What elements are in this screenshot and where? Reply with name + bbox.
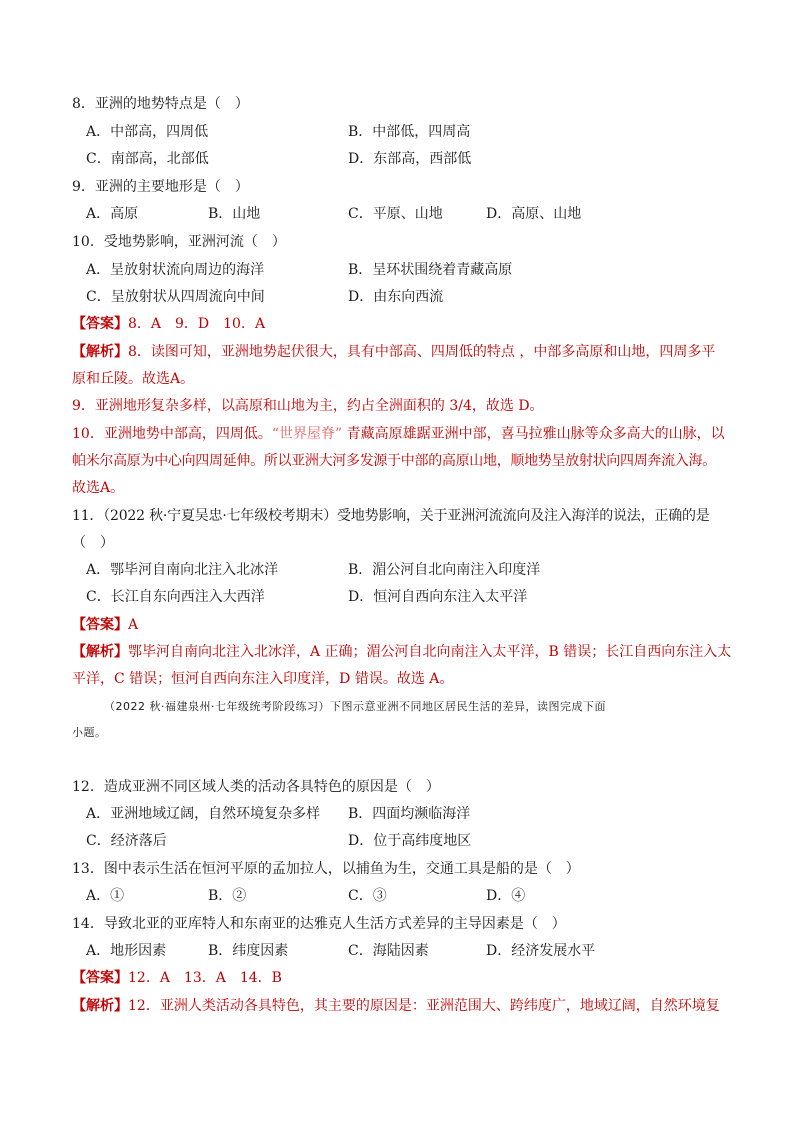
explanation-tag: 【解析】 [72,644,128,660]
q9-option-d: D．高原、山地 [486,206,582,222]
question-13-stem: 13．图中表示生活在恒河平原的孟加拉人，以捕鱼为生，交通工具是船的是（ ） [72,861,580,877]
q11-option-d: D．恒河自西向东注入太平洋 [348,589,528,605]
explanation-3-line-1 [72,996,720,1016]
explanation-text: 8．读图可知，亚洲地势起伏很大，具有中部高、四周低的特点 ，中部多高原和山地，四周多平 [128,344,716,360]
answer-tag: 【答案】 [72,970,128,986]
q9-option-b: B．山地 [208,206,261,222]
q8-option-a: A．中部高，四周低 [86,124,209,140]
explanation-tag: 【解析】 [72,344,128,360]
question-11-stem: 11．（2022 秋·宁夏吴忠·七年级校考期末）受地势影响，关于亚洲河流流向及注入海洋的说法，正确的是 [72,508,710,524]
quoted-term: “世界屋脊” [271,426,343,442]
explanation-text: 青藏高原雄踞亚洲中部，喜马拉雅山脉等众多高大的山脉，以 [342,426,725,442]
explanation-text: 12．亚洲人类活动各具特色，其主要的原因是：亚洲范围大、跨纬度广，地域辽阔，自然环境复 [128,998,720,1014]
answer-text: A [128,617,139,633]
q8-option-b: B．中部低，四周高 [348,124,471,140]
q14-option-a: A．地形因素 [86,943,167,959]
q9-option-a: A．高原 [86,206,139,222]
group-intro-line-2: 小题。 [72,726,107,739]
answer-text: 8．A 9．D 10．A [128,316,266,332]
q12-option-c: C．经济落后 [86,833,167,849]
q14-option-c: C．海陆因素 [348,943,429,959]
question-8-stem: 8．亚洲的地势特点是（ ） [72,96,249,112]
q14-option-d: D．经济发展水平 [486,943,596,959]
q11-option-c: C．长江自东向西注入大西洋 [86,589,265,605]
q10-option-a: A．呈放射状流向周边的海洋 [86,262,265,278]
q13-option-a: A．① [86,888,125,904]
explanation-1-line-3: 9．亚洲地形复杂多样，以高原和山地为主，约占全洲面积的 3/4，故选 D。 [72,398,544,414]
q10-option-c: C．呈放射状从四周流向中间 [86,289,265,305]
q12-option-d: D．位于高纬度地区 [348,833,472,849]
question-14-stem: 14．导致北亚的亚库特人和东南亚的达雅克人生活方式差异的主导因素是（ ） [72,916,566,932]
q10-option-d: D．由东向西流 [348,289,444,305]
explanation-2-line-2: 平洋，C 错误；恒河自西向东注入印度洋，D 错误。故选 A。 [72,671,454,687]
q11-option-b: B．湄公河自北向南注入印度洋 [348,562,541,578]
answer-text: 12．A 13．A 14．B [128,970,282,986]
explanation-text: 10．亚洲地势中部高，四周低。 [72,426,272,442]
q12-option-a: A．亚洲地域辽阔，自然环境复杂多样 [86,806,321,822]
question-9-stem: 9．亚洲的主要地形是（ ） [72,179,249,195]
explanation-1-line-6: 故选A。 [72,480,125,496]
q11-option-a: A．鄂毕河自南向北注入北冰洋 [86,562,279,578]
question-10-stem: 10．受地势影响，亚洲河流（ ） [72,234,286,250]
explanation-1-line-1 [72,342,715,362]
explanation-1-line-5: 帕米尔高原为中心向四周延伸。所以亚洲大河多发源于中部的高原山地，顺地势呈放射状向四周奔流入海。 [72,453,716,469]
explanation-text: 鄂毕河自南向北注入北冰洋，A 正确；湄公河自北向南注入太平洋，B 错误；长江自西向东注入太 [128,644,732,660]
q13-option-d: D．④ [486,888,526,904]
group-intro-line-1: （2022 秋·福建泉州·七年级统考阶段练习）下图示意亚洲不同地区居民生活的差异，读图完成下面 [104,700,606,713]
question-12-stem: 12．造成亚洲不同区域人类的活动各具特色的原因是（ ） [72,779,440,795]
explanation-2-line-1 [72,642,731,662]
q10-option-b: B．呈环状围绕着青藏高原 [348,262,513,278]
answer-block-2 [72,615,138,635]
q14-option-b: B．纬度因素 [208,943,289,959]
answer-tag: 【答案】 [72,617,128,633]
q8-option-c: C．南部高，北部低 [86,151,209,167]
answer-block-3 [72,968,282,988]
q13-option-b: B．② [208,888,247,904]
explanation-tag: 【解析】 [72,998,128,1014]
answer-block-1 [72,314,265,334]
question-11-stem-cont: （ ） [72,535,114,551]
q13-option-c: C．③ [348,888,387,904]
q12-option-b: B．四面均濒临海洋 [348,806,471,822]
q9-option-c: C．平原、山地 [348,206,443,222]
explanation-1-line-4 [72,424,725,444]
q8-option-d: D．东部高，西部低 [348,151,472,167]
answer-tag: 【答案】 [72,316,128,332]
explanation-1-line-2: 原和丘陵。故选A。 [72,371,195,387]
